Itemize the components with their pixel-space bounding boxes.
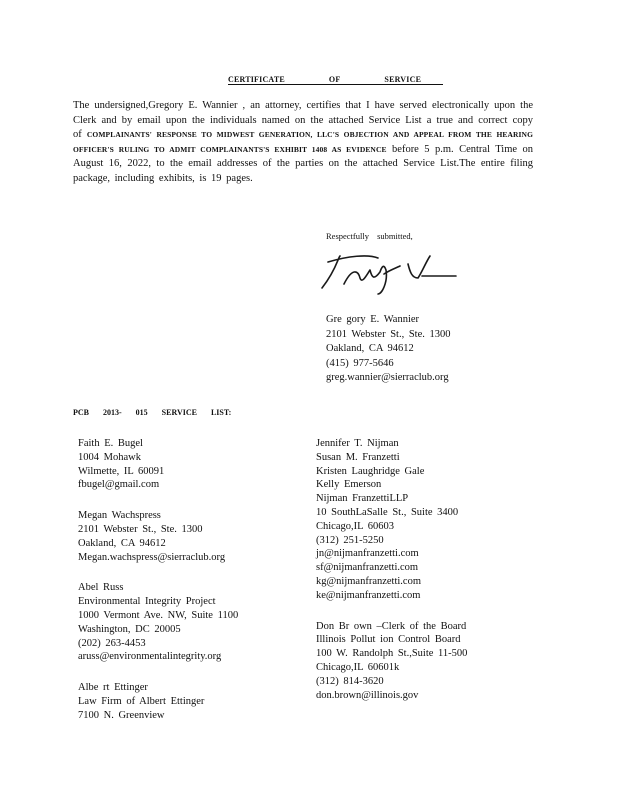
contact-line: 100 W. Randolph St.,Suite 11-500	[316, 648, 468, 660]
service-list-right-column	[316, 437, 467, 719]
service-contact	[78, 581, 238, 664]
closing-text: Respectfully submitted,	[326, 231, 413, 241]
contact-line: Environmental Integrity Project	[78, 596, 216, 608]
service-contact	[316, 437, 467, 603]
contact-line: Law Firm of Albert Ettinger	[78, 695, 205, 707]
contact-line: 7100 N. Greenview	[78, 709, 165, 721]
contact-line: Chicago,IL 60603	[316, 520, 395, 532]
contact-line: Albe rt Ettinger	[78, 682, 148, 694]
heading-word: LIST:	[210, 408, 232, 417]
contact-line: Washington, DC 20005	[78, 623, 181, 635]
contact-line: (312) 814-3620	[316, 675, 384, 687]
service-contact	[78, 509, 238, 564]
heading-word: PCB	[73, 408, 89, 417]
signer-email: greg.wannier@sierraclub.org	[326, 372, 449, 383]
contact-line: Oakland, CA 94612	[78, 537, 166, 549]
signature-image	[318, 248, 458, 298]
title-word: OF	[328, 75, 341, 84]
heading-word: 2013-	[103, 408, 122, 417]
contact-line: Illinois Pollut ion Control Board	[316, 634, 461, 646]
paragraph-text: before 5 p.m. Central Time on August 16, 2022, to the email addresses of the parties on the attached Service List.The entire filing package, including exhibits, is 19 pages.	[73, 143, 533, 184]
paragraph-text: The undersigned,Gregory E. Wannier , an attorney, certifies that I have served electronically upon the Clerk and by email upon the individuals named on the attached Service List a true and correct copy of	[73, 100, 533, 140]
service-contact	[316, 620, 467, 703]
contact-line: Megan Wachspress	[78, 510, 161, 522]
contact-line: 10 SouthLaSalle St., Suite 3400	[316, 506, 459, 518]
signer-street: 2101 Webster St., Ste. 1300	[326, 328, 451, 340]
heading-word: SERVICE	[161, 408, 197, 417]
contact-line: 1004 Mohawk	[78, 451, 141, 463]
contact-line: Jennifer T. Nijman	[316, 438, 399, 449]
contact-line: Susan M. Franzetti	[316, 451, 400, 463]
contact-line: 1000 Vermont Ave. NW, Suite 1100	[78, 609, 239, 621]
contact-line: Nijman FranzettiLLP	[316, 493, 409, 505]
document-title-caps: COMPLAINANTS' RESPONSE TO MIDWEST GENERATION, LLC'S OBJECTION AND APPEAL FROM THE HEARING OFFICER'S RULING TO ADMIT COMPLAINANTS'S EXHIBIT 1408 AS EVIDENCE	[73, 130, 534, 154]
contact-email: kg@nijmanfranzetti.com	[316, 575, 422, 587]
contact-line: Kelly Emerson	[316, 479, 382, 491]
contact-line: Kristen Laughridge Gale	[316, 465, 425, 477]
contact-email: Megan.wachspress@sierraclub.org	[78, 551, 226, 563]
service-list-heading	[73, 408, 245, 417]
contact-line: (202) 263-4453	[78, 637, 146, 649]
contact-email: sf@nijmanfranzetti.com	[316, 562, 419, 574]
contact-email: fbugel@gmail.com	[78, 479, 160, 491]
contact-email: jn@nijmanfranzetti.com	[316, 548, 419, 560]
service-list-left-column	[78, 437, 238, 740]
contact-line: (312) 251-5250	[316, 534, 384, 546]
contact-line: 2101 Webster St., Ste. 1300	[78, 523, 203, 535]
certification-paragraph	[73, 99, 533, 186]
service-contact	[78, 681, 238, 722]
certificate-title	[228, 75, 443, 85]
contact-email: ke@nijmanfranzetti.com	[316, 589, 421, 601]
contact-line: Wilmette, IL 60091	[78, 465, 165, 477]
title-word: SERVICE	[384, 75, 422, 84]
contact-email: aruss@environmentalintegrity.org	[78, 651, 222, 663]
service-contact	[78, 437, 238, 492]
contact-line: Abel Russ	[78, 582, 124, 594]
signer-block	[326, 313, 451, 386]
contact-line: Faith E. Bugel	[78, 438, 143, 449]
contact-line: Chicago,IL 60601k	[316, 661, 400, 673]
signer-city: Oakland, CA 94612	[326, 343, 414, 354]
title-word: CERTIFICATE	[228, 75, 285, 84]
signer-name: Gre gory E. Wannier	[326, 314, 420, 325]
contact-line: Don Br own –Clerk of the Board	[316, 620, 467, 632]
heading-word: 015	[135, 408, 148, 417]
signer-phone: (415) 977-5646	[326, 357, 394, 369]
contact-email: don.brown@illinois.gov	[316, 689, 419, 701]
